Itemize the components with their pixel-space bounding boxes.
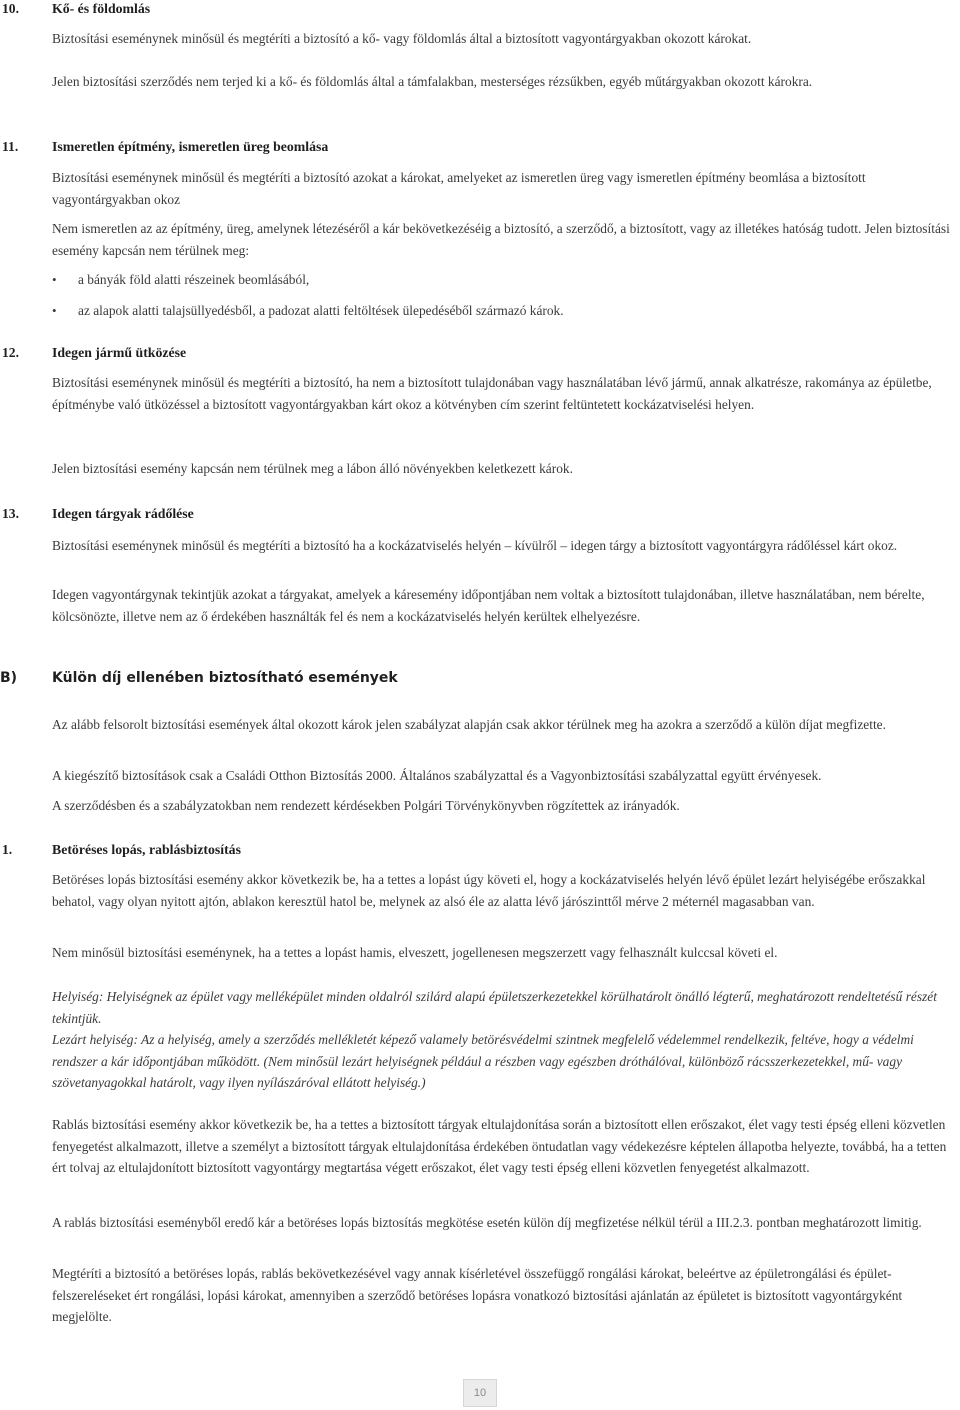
paragraph: A szerződésben és a szabályzatokban nem rendezett kérdésekben Polgári Törvénykönyvben rögzítettek az irányadók. bbox=[52, 798, 680, 813]
paragraph: Jelen biztosítási szerződés nem terjed ki a kő- és földomlás által a támfalakban, mesterséges rézsűkben, egyéb műtárgyakban okozott károkra. bbox=[52, 74, 813, 89]
bullet-item: a bányák föld alatti részeinek beomlásából, bbox=[78, 272, 310, 287]
paragraph: Megtéríti a biztosító a betöréses lopás, rablás bekövetkezésével vagy annak kísérletével összefüggő rongálási károkat, beleértve az épületrongálási és épület-felszereléseket ért rongálási, lopási károkat, amennyiben a szerződő betöréses lopásra vonatkozó biztosítási ajánlatán az épületet is biztosított vagyontárgyként megjelölte. bbox=[52, 1266, 903, 1324]
section-title: Idegen tárgyak rádőlése bbox=[52, 506, 194, 521]
paragraph: Nem ismeretlen az az építmény, üreg, amelynek létezéséről a kár bekövetkezéséig a biztosító, a szerződő, a biztosított, vagy az illetékes hatóság tudott. Jelen biztosítási esemény kapcsán nem térülnek meg: bbox=[52, 221, 950, 258]
section-title: Idegen jármű ütközése bbox=[52, 345, 187, 360]
section-number: 12. bbox=[2, 345, 19, 360]
bullet-marker: • bbox=[52, 272, 57, 287]
paragraph: Biztosítási eseménynek minősül és megtéríti a biztosító, ha nem a biztosított tulajdonában vagy használatában lévő jármű, annak alkatrésze, rakománya az épületbe, építménybe való ütközéssel a biztosított vagyontárgyakban kárt okoz a kötvényben cím szerint feltüntetett kockázatviselési helyen. bbox=[52, 375, 932, 412]
definition-paragraph: Helyiség: Helyiségnek az épület vagy melléképület minden oldalról szilárd alapú épületszerkezetekkel körülhatárolt önálló légterű, meghatározott rendeltetésű részét tekintjük. bbox=[52, 989, 937, 1026]
section-number: 11. bbox=[2, 139, 19, 154]
section-title: Kő- és földomlás bbox=[52, 1, 151, 16]
paragraph: Nem minősül biztosítási eseménynek, ha a tettes a lopást hamis, elveszett, jogellenesen megszerzett vagy felhasznált kulccsal követi el. bbox=[52, 945, 778, 960]
section-title: Ismeretlen építmény, ismeretlen üreg beomlása bbox=[52, 139, 329, 154]
section-number: 13. bbox=[2, 506, 19, 521]
section-title: Betöréses lopás, rablásbiztosítás bbox=[52, 842, 241, 857]
part-title: Külön díj ellenében biztosítható események bbox=[52, 670, 398, 686]
bullet-marker: • bbox=[52, 303, 57, 318]
paragraph: Jelen biztosítási esemény kapcsán nem térülnek meg a lábon álló növényekben keletkezett károk. bbox=[52, 461, 573, 476]
paragraph: A rablás biztosítási eseményből eredő kár a betöréses lopás biztosítás megkötése esetén külön díj megfizetése nélkül térül a III.2.3. pontban meghatározott limitig. bbox=[52, 1215, 922, 1230]
paragraph: Biztosítási eseménynek minősül és megtéríti a biztosító a kő- vagy földomlás által a biztosított vagyontárgyakban okozott károkat. bbox=[52, 31, 752, 46]
definition-paragraph: Lezárt helyiség: Az a helyiség, amely a szerződés mellékletét képező valamely betörésvédelmi szintnek megfelelő védelemmel rendelkezik, feltéve, hogy a védelmi rendszer a kár időpontjában működött. (Nem minősül lezárt helyiségnek például a részben vagy egészben dróthálóval, különböző rácsszerkezetekkel, mű- vagy szövetanyagokkal határolt, vagy ilyen nyílászáróval ellátott helyiség.) bbox=[52, 1032, 914, 1090]
paragraph: Betöréses lopás biztosítási esemény akkor következik be, ha a tettes a lopást úgy követi el, hogy a kockázatviselés helyén lévő épület lezárt helyiségébe erőszakkal behatol, vagy olyan nyitott ajtón, ablakon keresztül hatol be, melynek az alsó éle az alatta lévő járószinttől mérve 2 méternél magasabban van. bbox=[52, 872, 926, 909]
paragraph: Az alább felsorolt biztosítási események által okozott károk jelen szabályzat alapján csak akkor térülnek meg ha azokra a szerződő a külön díjat megfizette. bbox=[52, 717, 886, 732]
bullet-item: az alapok alatti talajsüllyedésből, a padozat alatti feltöltések ülepedéséből származó károk. bbox=[78, 303, 564, 318]
part-letter: B) bbox=[0, 670, 18, 686]
paragraph: Rablás biztosítási esemény akkor következik be, ha a tettes a biztosított tárgyak eltulajdonítása során a biztosított ellen erőszakot, élet vagy testi épség elleni közvetlen fenyegetést alkalmazott, illetve a személyt a biztosított tárgyak eltulajdonítása érdekében öntudatlan vagy védekezésre képtelen állapotba helyezte, továbbá, ha a tetten ért tolvaj az eltulajdonított biztosított vagyontárgy megtartása végett erőszakot, élet vagy testi épség elleni közvetlen fenyegetést alkalmazott. bbox=[52, 1117, 947, 1175]
section-number: 1. bbox=[2, 842, 13, 857]
paragraph: A kiegészítő biztosítások csak a Családi Otthon Biztosítás 2000. Általános szabályzattal és a Vagyonbiztosítási szabályzattal együtt érvényesek. bbox=[52, 768, 822, 783]
paragraph: Idegen vagyontárgynak tekintjük azokat a tárgyakat, amelyek a káresemény időpontjában nem voltak a biztosított tulajdonában, illetve használatában, nem bérelte, kölcsönözte, illetve nem az ő érdekében használták fel és nem a kockázatviselés helyén kerültek elhelyezésre. bbox=[52, 587, 925, 624]
page-number: 10 bbox=[463, 1379, 497, 1407]
paragraph: Biztosítási eseménynek minősül és megtéríti a biztosító azokat a károkat, amelyeket az ismeretlen üreg vagy ismeretlen építmény beomlása a biztosított vagyontárgyakban okoz bbox=[52, 170, 866, 207]
section-number: 10. bbox=[2, 1, 19, 16]
paragraph: Biztosítási eseménynek minősül és megtéríti a biztosító ha a kockázatviselés helyén – kívülről – idegen tárgy a biztosított vagyontárgyra rádőléssel kárt okoz. bbox=[52, 538, 898, 553]
